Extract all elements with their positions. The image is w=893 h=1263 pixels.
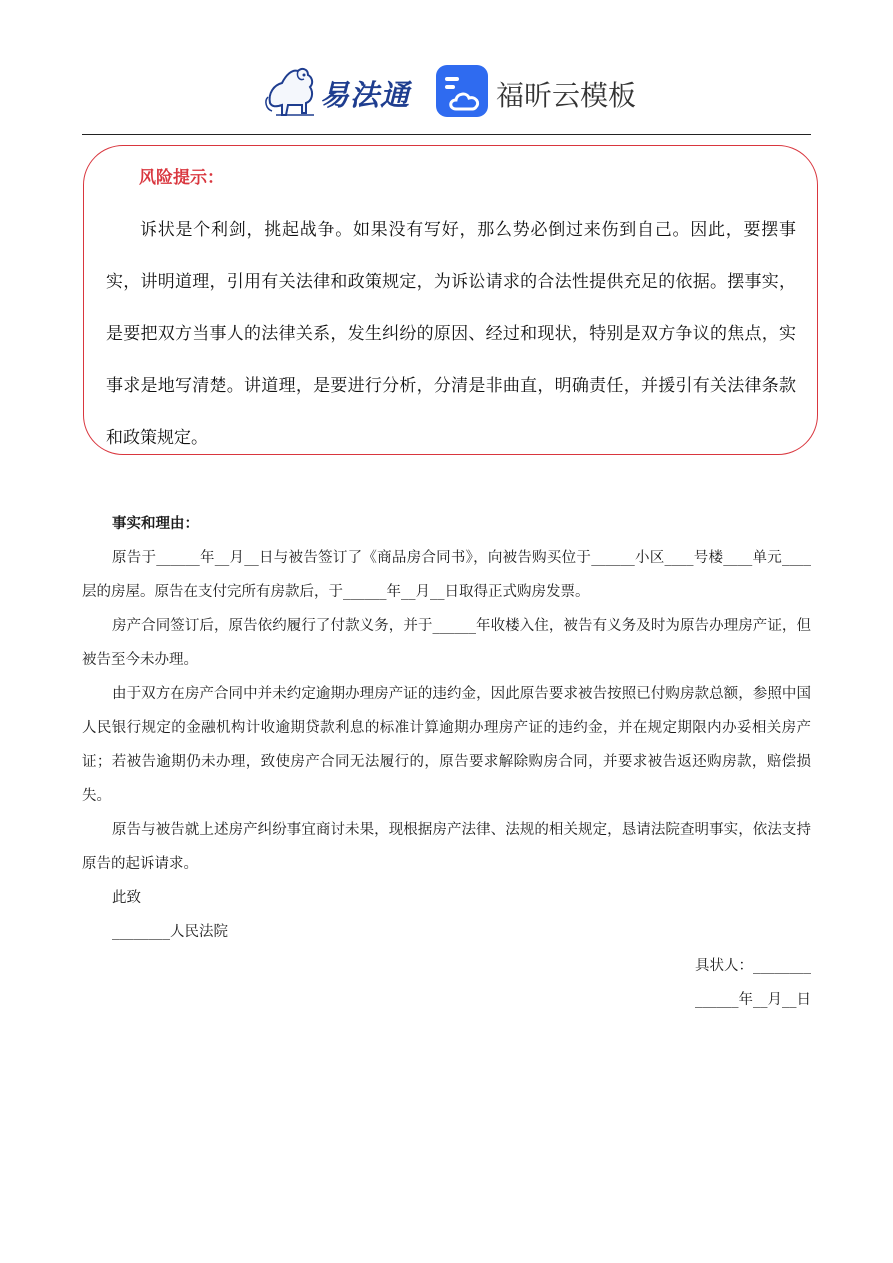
paragraph: 由于双方在房产合同中并未约定逾期办理房产证的违约金，因此原告要求被告按照已付购房款总额，参照中国人民银行规定的金融机构计收逾期贷款利息的标准计算逾期办理房产证的违约金，并在规定期限内办妥相关房产证；若被告逾期仍未办理，致使房产合同无法履行的，原告要求解除购房合同，并要求被告返还购房款，赔偿损失。	[82, 686, 811, 804]
fuxin-logo	[436, 65, 636, 119]
yifatong-brand-text: 易法通	[320, 78, 411, 112]
yifatong-logo	[262, 63, 412, 119]
cloud-template-icon	[436, 65, 488, 117]
section-title: 事实和理由：	[112, 515, 199, 532]
date-line: ______年__月__日	[695, 992, 811, 1008]
complaint-body	[82, 507, 811, 1017]
paragraph: 房产合同签订后，原告依约履行了付款义务，并于______年收楼入住，被告有义务及时为原告办理房产证，但被告至今未办理。	[82, 618, 811, 668]
closing-salutation: 此致	[112, 890, 141, 906]
risk-warning-title: 风险提示：	[139, 168, 224, 188]
header-divider	[82, 134, 811, 135]
risk-warning-box	[83, 145, 818, 455]
fuxin-brand-text: 福昕云模板	[496, 79, 637, 112]
paragraph: 原告于______年__月__日与被告签订了《商品房合同书》，向被告购买位于______小区____号楼____单元____层的房屋。原告在支付完所有房款后，于______年__月__日取得正式购房发票。	[82, 550, 811, 600]
signer-line: 具状人：________	[695, 958, 811, 974]
risk-warning-body: 诉状是个利剑，挑起战争。如果没有写好，那么势必倒过来伤到自己。因此，要摆事实，讲明道理，引用有关法律和政策规定，为诉讼请求的合法性提供充足的依据。摆事实，是要把双方当事人的法律关系，发生纠纷的原因、经过和现状，特别是双方争议的焦点，实事求是地写清楚。讲道理，是要进行分析，分清是非曲直，明确责任，并援引有关法律条款和政策规定。	[106, 220, 796, 448]
horse-emblem-icon	[262, 63, 324, 119]
page-header	[0, 55, 893, 125]
paragraph: 原告与被告就上述房产纠纷事宜商讨未果，现根据房产法律、法规的相关规定，恳请法院查明事实，依法支持原告的起诉请求。	[82, 822, 811, 872]
court-name: ________人民法院	[112, 924, 228, 940]
